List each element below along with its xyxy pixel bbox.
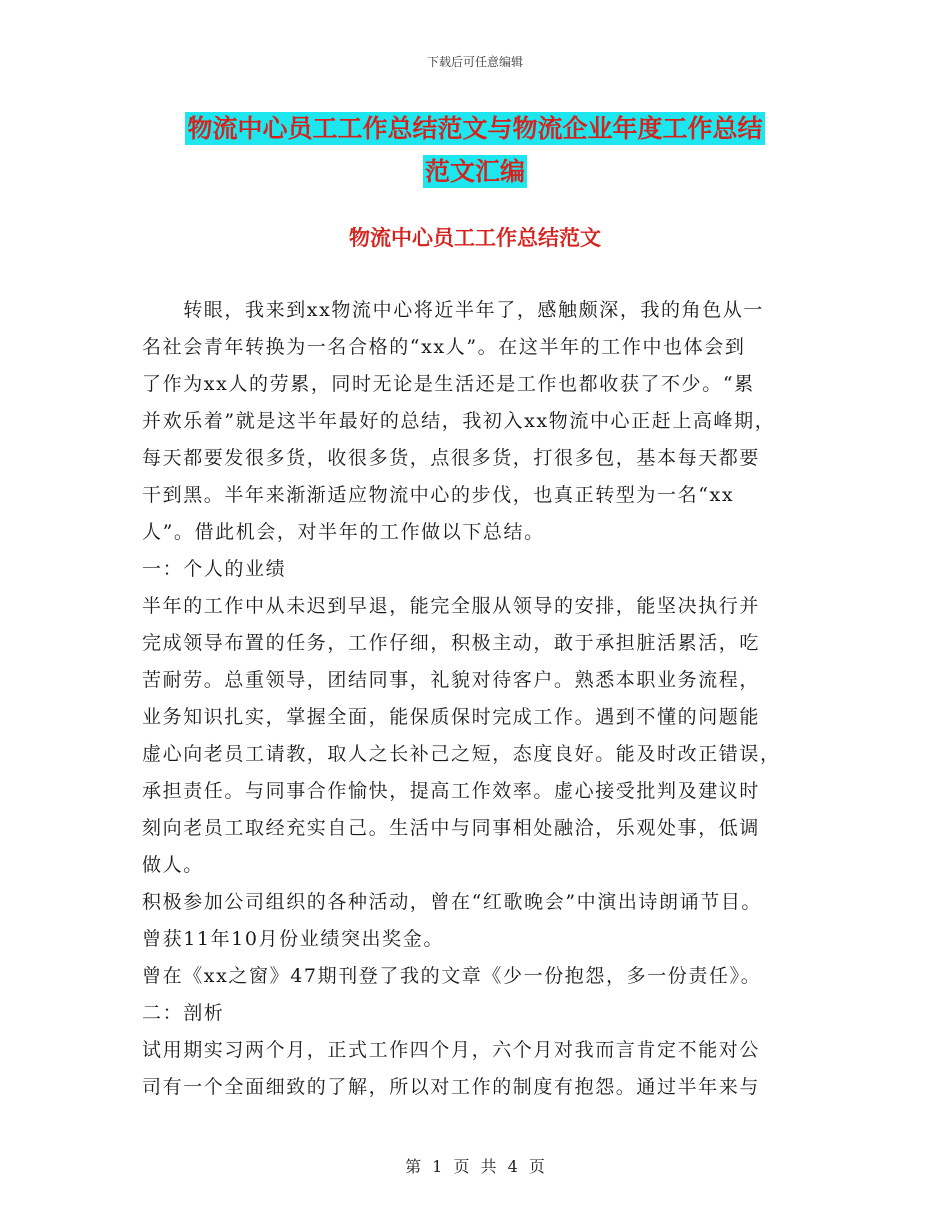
- document-title-line-2: [0, 157, 950, 187]
- subheading-line: 一：个人的业绩: [142, 558, 287, 580]
- paragraph-line: 虚心向老员工请教，取人之长补己之短，态度良好。能及时改正错误，: [142, 743, 781, 765]
- paragraph-line: 苦耐劳。总重领导，团结同事，礼貌对待客户。熟悉本职业务流程，: [142, 669, 761, 691]
- document-title-text-1: 物流中心员工工作总结范文与物流企业年度工作总结: [187, 114, 763, 143]
- paragraph-line: 半年的工作中从未迟到早退，能完全服从领导的安排，能坚决执行并: [142, 595, 761, 617]
- paragraph-line: 转眼，我来到xx物流中心将近半年了，感触颇深，我的角色从一: [142, 299, 765, 321]
- paragraph-line: 做人。: [142, 854, 204, 876]
- section-title: 物流中心员工工作总结范文: [349, 226, 601, 250]
- paragraph-line: 承担责任。与同事合作愉快，提高工作效率。虚心接受批判及建议时: [142, 780, 761, 802]
- paragraph-line: 名社会青年转换为一名合格的“xx人”。在这半年的工作中也体会到: [142, 336, 746, 358]
- paragraph-line: 了作为xx人的劳累，同时无论是生活还是工作也都收获了不少。“累: [142, 373, 755, 395]
- paragraph-line: 司有一个全面细致的了解，所以对工作的制度有抱怨。通过半年来与: [142, 1076, 761, 1098]
- document-title-line-1: [0, 114, 950, 144]
- document-title-text-2: 范文汇编: [424, 157, 525, 186]
- paragraph-line: 业务知识扎实，掌握全面，能保质保时完成工作。遇到不懂的问题能: [142, 706, 761, 728]
- paragraph-line: 完成领导布置的任务，工作仔细，积极主动，敢于承担脏活累活，吃: [142, 632, 761, 654]
- paragraph-line: 曾获11年10月份业绩突出奖金。: [142, 928, 444, 950]
- paragraph-line: 干到黑。半年来渐渐适应物流中心的步伐，也真正转型为一名“xx: [142, 484, 735, 506]
- page-footer: 第 1 页 共 4 页: [405, 1157, 545, 1176]
- paragraph-line: 曾在《xx之窗》47期刊登了我的文章《少一份抱怨，多一份责任》。: [142, 965, 762, 987]
- header-note: 下载后可任意编辑: [426, 55, 523, 69]
- paragraph-line: 每天都要发很多货，收很多货，点很多货，打很多包，基本每天都要: [142, 447, 761, 469]
- paragraph-line: 并欢乐着”就是这半年最好的总结，我初入xx物流中心正赶上高峰期，: [142, 410, 776, 432]
- paragraph-line: 积极参加公司组织的各种活动，曾在“红歌晚会”中演出诗朗诵节目。: [142, 891, 763, 913]
- subheading-line: 二：剖析: [142, 1002, 225, 1024]
- body-text: [142, 292, 822, 1106]
- paragraph-line: 人”。借此机会，对半年的工作做以下总结。: [142, 521, 545, 543]
- paragraph-line: 试用期实习两个月，正式工作四个月，六个月对我而言肯定不能对公: [142, 1039, 761, 1061]
- paragraph-line: 刻向老员工取经充实自己。生活中与同事相处融洽，乐观处事，低调: [142, 817, 761, 839]
